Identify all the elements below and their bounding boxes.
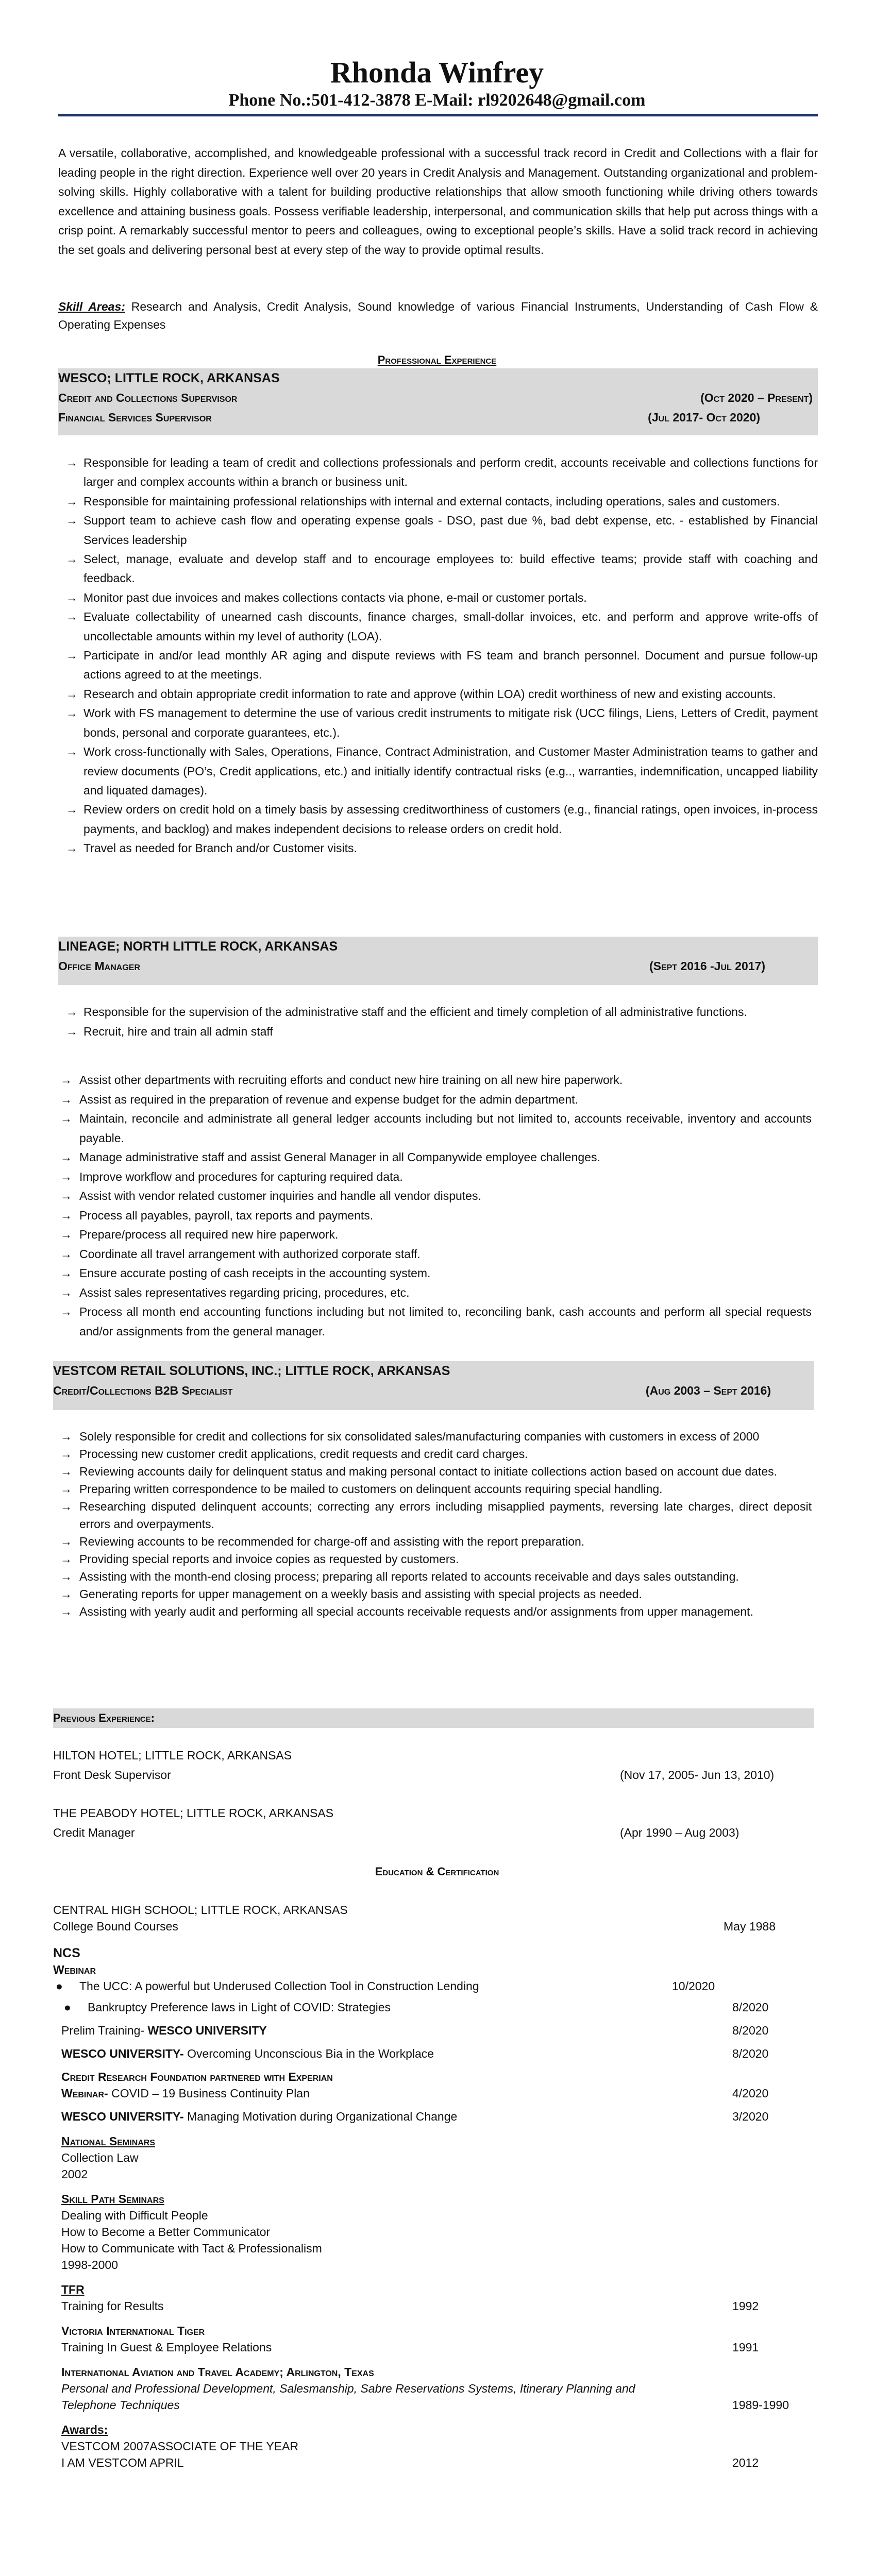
header-divider	[58, 114, 818, 116]
responsibility-item	[58, 1109, 812, 1148]
responsibility-item	[58, 1264, 812, 1283]
skill-areas	[58, 298, 818, 334]
award-year: 2012	[732, 2456, 759, 2469]
job-title: Credit/Collections B2B Specialist	[53, 1384, 233, 1397]
arrow-bullet-icon: →	[60, 1208, 72, 1222]
course-date: 3/2020	[732, 2110, 769, 2123]
seminar-year: 2002	[61, 2167, 88, 2181]
course-title: COVID – 19 Business Continuity Plan	[111, 2087, 310, 2100]
skill-path-heading: Skill Path Seminars	[61, 2192, 164, 2206]
course-date: 8/2020	[732, 2047, 769, 2060]
arrow-bullet-icon: →	[66, 610, 78, 624]
responsibility-text: Research and obtain appropriate credit information to rate and approve (within LOA) credit worthiness of new and existing accounts.	[83, 687, 776, 701]
contact-info: Phone No.:501-412-3878 E-Mail: rl9202648@gmail.com	[228, 91, 646, 110]
school-name: CENTRAL HIGH SCHOOL; LITTLE ROCK, ARKANSAS	[53, 1903, 348, 1917]
responsibility-text: Solely responsible for credit and collections for six consolidated sales/manufacturing companies with customers in excess of 2000	[79, 1430, 760, 1443]
wesco-responsibilities	[58, 453, 818, 858]
course-org: WESCO UNIVERSITY-	[61, 2047, 188, 2060]
job-role	[58, 408, 818, 427]
job-header-vestcom	[53, 1361, 814, 1410]
responsibility-text: Reviewing accounts to be recommended for charge-off and assisting with the report preparation.	[79, 1535, 585, 1548]
course-org: WESCO UNIVERSITY-	[61, 2110, 188, 2123]
prelim-date: 8/2020	[732, 2024, 769, 2037]
arrow-bullet-icon: →	[60, 1465, 72, 1478]
course-title: Overcoming Unconscious Bia in the Workplace	[187, 2047, 434, 2060]
responsibility-text: Recruit, hire and train all admin staff	[83, 1024, 273, 1038]
responsibility-text: Processing new customer credit applications, credit requests and credit card charges.	[79, 1447, 528, 1461]
arrow-bullet-icon: →	[60, 1170, 72, 1183]
seminar-course: Dealing with Difficult People	[61, 2209, 208, 2222]
responsibility-item	[58, 1187, 812, 1206]
previous-company: HILTON HOTEL; LITTLE ROCK, ARKANSAS	[53, 1749, 292, 1762]
seminar-course: How to Communicate with Tact & Professionalism	[61, 2242, 322, 2255]
course-date: 4/2020	[732, 2087, 769, 2100]
crf-course	[61, 2085, 310, 2102]
job-dates: (Sept 2016 -Jul 2017)	[649, 959, 765, 973]
arrow-bullet-icon: →	[60, 1500, 72, 1513]
iata-courses: Personal and Professional Development, Salesmanship, Sabre Reservations Systems, Itinerary Planning and	[61, 2382, 635, 2395]
responsibility-item	[58, 511, 818, 550]
course-label: Webinar-	[61, 2087, 112, 2100]
responsibility-text: Researching disputed delinquent accounts; correcting any errors including misapplied payments, reversing late charges, direct deposit errors and overpayments.	[79, 1500, 812, 1531]
webinar-title: Bankruptcy Preference laws in Light of COVID: Strategies	[88, 2001, 391, 2014]
arrow-bullet-icon: →	[60, 1150, 72, 1164]
responsibility-text: Prepare/process all required new hire paperwork.	[79, 1228, 339, 1241]
vestcom-responsibilities	[53, 1428, 812, 1620]
arrow-bullet-icon: →	[66, 745, 78, 759]
bullet-icon: ●	[64, 2001, 71, 2014]
arrow-bullet-icon: →	[60, 1189, 72, 1202]
bullet-icon: ●	[56, 1979, 63, 1993]
arrow-bullet-icon: →	[66, 649, 78, 663]
responsibility-item	[53, 1585, 812, 1603]
arrow-bullet-icon: →	[60, 1228, 72, 1241]
responsibility-text: Providing special reports and invoice copies as requested by customers.	[79, 1552, 459, 1566]
seminar-years: 1998-2000	[61, 2258, 118, 2272]
responsibility-text: Preparing written correspondence to be mailed to customers on delinquent accounts requiring special handling.	[79, 1482, 663, 1496]
responsibility-item	[53, 1550, 812, 1568]
webinar-title: The UCC: A powerful but Underused Collection Tool in Construction Lending	[79, 1979, 479, 1993]
seminar-course: Collection Law	[61, 2151, 139, 2164]
responsibility-item	[58, 492, 818, 511]
responsibility-text: Maintain, reconcile and administrate all general ledger accounts including but not limited to, accounts receivable, inventory and accounts payable.	[79, 1112, 812, 1145]
company-name: VESTCOM RETAIL SOLUTIONS, INC.; LITTLE ROCK, ARKANSAS	[53, 1364, 450, 1378]
tfr-year: 1992	[732, 2299, 759, 2313]
skill-areas-text: Research and Analysis, Credit Analysis, Sound knowledge of various Financial Instruments, Understanding of Cash Flow & Operating Expenses	[58, 300, 818, 331]
iata-courses-2: Telephone Techniques	[61, 2398, 180, 2412]
job-title: Financial Services Supervisor	[58, 411, 212, 424]
responsibility-item	[58, 1148, 812, 1167]
course-title: Managing Motivation during Organizational Change	[187, 2110, 458, 2123]
tfr-heading: TFR	[61, 2283, 85, 2296]
responsibility-text: Work with FS management to determine the use of various credit instruments to mitigate risk (UCC filings, Liens, Letters of Credit, payment bonds, personal and corporate guarantees, etc.).	[83, 706, 818, 739]
job-dates: (Aug 2003 – Sept 2016)	[645, 1384, 771, 1397]
job-header-wesco	[58, 368, 818, 435]
previous-title: Credit Manager	[53, 1826, 135, 1839]
webinar-label: Webinar	[53, 1963, 96, 1976]
responsibility-item	[53, 1533, 812, 1550]
arrow-bullet-icon: →	[66, 456, 78, 469]
arrow-bullet-icon: →	[66, 1005, 78, 1019]
arrow-bullet-icon: →	[66, 1024, 78, 1038]
responsibility-text: Reviewing accounts daily for delinquent status and making personal contact to initiate collections action based on account due dates.	[79, 1465, 778, 1478]
responsibility-item	[58, 646, 818, 685]
prelim-org: WESCO UNIVERSITY	[147, 2024, 267, 2037]
iata-heading: International Aviation and Travel Academy; Arlington, Texas	[61, 2365, 374, 2379]
responsibility-text: Process all payables, payroll, tax reports and payments.	[79, 1208, 374, 1222]
ncs-heading: NCS	[53, 1946, 80, 1960]
arrow-bullet-icon: →	[66, 552, 78, 566]
wesco-motivation-course	[61, 2108, 457, 2125]
responsibility-item	[58, 742, 818, 800]
company-name: WESCO; LITTLE ROCK, ARKANSAS	[58, 371, 280, 385]
responsibility-item	[58, 550, 818, 588]
previous-dates: (Apr 1990 – Aug 2003)	[620, 1826, 739, 1839]
victoria-heading: Victoria International Tiger	[61, 2324, 205, 2337]
arrow-bullet-icon: →	[60, 1092, 72, 1106]
webinar-date: 8/2020	[732, 2001, 769, 2014]
tfr-course: Training for Results	[61, 2299, 164, 2313]
responsibility-item	[58, 800, 818, 839]
candidate-name: Rhonda Winfrey	[330, 56, 544, 89]
arrow-bullet-icon: →	[60, 1285, 72, 1299]
previous-dates: (Nov 17, 2005- Jun 13, 2010)	[620, 1768, 775, 1782]
professional-experience-heading: Professional Experience	[377, 353, 497, 366]
arrow-bullet-icon: →	[60, 1482, 72, 1496]
responsibility-text: Responsible for maintaining professional relationships with internal and external contacts, including operations, sales and customers.	[83, 494, 780, 508]
school-course: College Bound Courses	[53, 1920, 178, 1933]
responsibility-item	[53, 1445, 812, 1463]
arrow-bullet-icon: →	[66, 687, 78, 701]
prelim-training	[61, 2022, 267, 2039]
arrow-bullet-icon: →	[60, 1552, 72, 1566]
responsibility-text: Assist with vendor related customer inquiries and handle all vendor disputes.	[79, 1189, 481, 1202]
responsibility-text: Support team to achieve cash flow and operating expense goals - DSO, past due %, bad debt expense, etc. - established by Financial Services leadership	[83, 514, 818, 547]
arrow-bullet-icon: →	[60, 1587, 72, 1601]
lineage-responsibilities-2	[58, 1071, 812, 1341]
national-seminars-heading: National Seminars	[61, 2134, 156, 2148]
responsibility-text: Review orders on credit hold on a timely basis by assessing creditworthiness of customers (e.g., financial ratings, open invoices, in-process payments, and backlog) and makes independent decisions to release orders on credit hold.	[83, 803, 818, 836]
wesco-bias-course	[61, 2045, 434, 2062]
job-role	[58, 956, 818, 976]
responsibility-item	[58, 1225, 812, 1245]
responsibility-text: Improve workflow and procedures for capturing required data.	[79, 1170, 403, 1183]
arrow-bullet-icon: →	[66, 590, 78, 604]
arrow-bullet-icon: →	[66, 841, 78, 855]
arrow-bullet-icon: →	[60, 1073, 72, 1087]
job-title: Office Manager	[58, 959, 140, 973]
responsibility-text: Ensure accurate posting of cash receipts in the accounting system.	[79, 1266, 431, 1280]
responsibility-item	[58, 453, 818, 492]
award-item: VESTCOM 2007ASSOCIATE OF THE YEAR	[61, 2439, 299, 2453]
responsibility-item	[58, 588, 818, 607]
responsibility-item	[53, 1568, 812, 1585]
iata-years: 1989-1990	[732, 2398, 789, 2412]
job-role	[53, 1381, 814, 1400]
arrow-bullet-icon: →	[60, 1570, 72, 1583]
responsibility-item	[53, 1428, 812, 1445]
job-header-lineage	[58, 937, 818, 985]
responsibility-item	[58, 1167, 812, 1187]
responsibility-item	[58, 704, 818, 742]
company-name: LINEAGE; NORTH LITTLE ROCK, ARKANSAS	[58, 939, 338, 954]
responsibility-text: Process all month end accounting functions including but not limited to, reconciling bank, cash accounts and perform all special requests and/or assignments from the general manager.	[79, 1305, 812, 1338]
professional-summary: A versatile, collaborative, accomplished, and knowledgeable professional with a successful track record in Credit and Collections with a flair for leading people in the right direction. Experience well over 20 years in Credit Analysis and Management. Outstanding organizational and problem-solving skills. Highly collaborative with a talent for building productive relationships that allow smooth functioning while driving others towards excellence and attaining business goals. Possess verifiable leadership, interpersonal, and communication skills that help put across things with a crisp point. A remarkably successful mentor to peers and colleagues, owing to exceptional people’s skills. Have a solid track record in achieving the set goals and delivering personal best at every step of the way to provide optimal results.	[58, 146, 818, 257]
responsibility-item	[58, 685, 818, 704]
award-item: I AM VESTCOM APRIL	[61, 2456, 184, 2469]
arrow-bullet-icon: →	[60, 1430, 72, 1443]
responsibility-item	[58, 1090, 812, 1110]
arrow-bullet-icon: →	[60, 1535, 72, 1548]
awards-heading: Awards:	[61, 2423, 108, 2436]
responsibility-item	[58, 1245, 812, 1264]
responsibility-text: Coordinate all travel arrangement with authorized corporate staff.	[79, 1247, 421, 1261]
job-dates: (Jul 2017- Oct 2020)	[648, 411, 760, 424]
responsibility-item	[58, 1283, 812, 1303]
previous-title: Front Desk Supervisor	[53, 1768, 171, 1782]
arrow-bullet-icon: →	[66, 494, 78, 508]
responsibility-text: Manage administrative staff and assist General Manager in all Companywide employee challenges.	[79, 1150, 600, 1164]
responsibility-text: Select, manage, evaluate and develop staff and to encourage employees to: build effective teams; provide staff with coaching and feedback.	[83, 552, 818, 585]
arrow-bullet-icon: →	[66, 514, 78, 528]
arrow-bullet-icon: →	[66, 803, 78, 817]
arrow-bullet-icon: →	[60, 1305, 72, 1318]
arrow-bullet-icon: →	[60, 1605, 72, 1618]
responsibility-item	[58, 1206, 812, 1226]
responsibility-text: Assist other departments with recruiting efforts and conduct new hire training on all new hire paperwork.	[79, 1073, 623, 1087]
responsibility-text: Assisting with yearly audit and performing all special accounts receivable requests and/or assignments from upper management.	[79, 1605, 753, 1618]
seminar-course: How to Become a Better Communicator	[61, 2225, 271, 2239]
responsibility-text: Monitor past due invoices and makes collections contacts via phone, e-mail or customer portals.	[83, 590, 587, 604]
responsibility-text: Assist as required in the preparation of revenue and expense budget for the admin department.	[79, 1092, 578, 1106]
responsibility-item	[58, 1022, 818, 1042]
job-dates: (Oct 2020 – Present)	[700, 391, 813, 404]
responsibility-item	[53, 1463, 812, 1480]
victoria-course: Training In Guest & Employee Relations	[61, 2341, 272, 2354]
responsibility-text: Assisting with the month-end closing process; preparing all reports related to accounts receivable and days sales outstanding.	[79, 1570, 739, 1583]
arrow-bullet-icon: →	[66, 706, 78, 720]
skill-areas-label: Skill Areas:	[58, 300, 125, 313]
previous-experience-heading: Previous Experience:	[53, 1708, 814, 1728]
responsibility-item	[58, 1071, 812, 1090]
school-date: May 1988	[724, 1920, 776, 1933]
job-role	[58, 388, 818, 408]
lineage-responsibilities	[58, 1003, 818, 1041]
education-heading: Education & Certification	[375, 1865, 499, 1878]
responsibility-item	[58, 839, 818, 858]
prelim-label: Prelim Training-	[61, 2024, 148, 2037]
victoria-year: 1991	[732, 2341, 759, 2354]
arrow-bullet-icon: →	[60, 1112, 72, 1125]
responsibility-text: Generating reports for upper management on a weekly basis and assisting with special projects as needed.	[79, 1587, 642, 1601]
arrow-bullet-icon: →	[60, 1447, 72, 1461]
responsibility-item	[53, 1498, 812, 1533]
responsibility-text: Responsible for leading a team of credit and collections professionals and perform credit, accounts receivable and collections functions for larger and complex accounts within a branch or business unit.	[83, 456, 818, 489]
responsibility-item	[58, 1003, 818, 1022]
job-title: Credit and Collections Supervisor	[58, 391, 238, 404]
responsibility-text: Assist sales representatives regarding pricing, procedures, etc.	[79, 1285, 410, 1299]
crf-heading: Credit Research Foundation partnered with Experian	[61, 2070, 333, 2083]
responsibility-text: Work cross-functionally with Sales, Operations, Finance, Contract Administration, and Customer Master Administration teams to gather and review documents (PO’s, Credit applications, etc.) and initially identify contractual risks (e.g.., warranties, indemnification, uncapped liability and liquated damages).	[83, 745, 818, 797]
responsibility-text: Evaluate collectability of unearned cash discounts, finance charges, small-dollar invoices, etc. and perform and approve write-offs of uncollectable amounts within my level of authority (LOA).	[83, 610, 818, 643]
responsibility-text: Participate in and/or lead monthly AR aging and dispute reviews with FS team and branch personnel. Document and pursue follow-up actions agreed to at the meetings.	[83, 649, 818, 682]
responsibility-item	[58, 1302, 812, 1341]
responsibility-text: Travel as needed for Branch and/or Customer visits.	[83, 841, 357, 855]
arrow-bullet-icon: →	[60, 1247, 72, 1261]
responsibility-item	[58, 607, 818, 646]
responsibility-item	[53, 1480, 812, 1498]
arrow-bullet-icon: →	[60, 1266, 72, 1280]
responsibility-item	[53, 1603, 812, 1620]
webinar-date: 10/2020	[672, 1979, 715, 1993]
previous-company: THE PEABODY HOTEL; LITTLE ROCK, ARKANSAS	[53, 1806, 334, 1820]
responsibility-text: Responsible for the supervision of the administrative staff and the efficient and timely completion of all administrative functions.	[83, 1005, 747, 1019]
